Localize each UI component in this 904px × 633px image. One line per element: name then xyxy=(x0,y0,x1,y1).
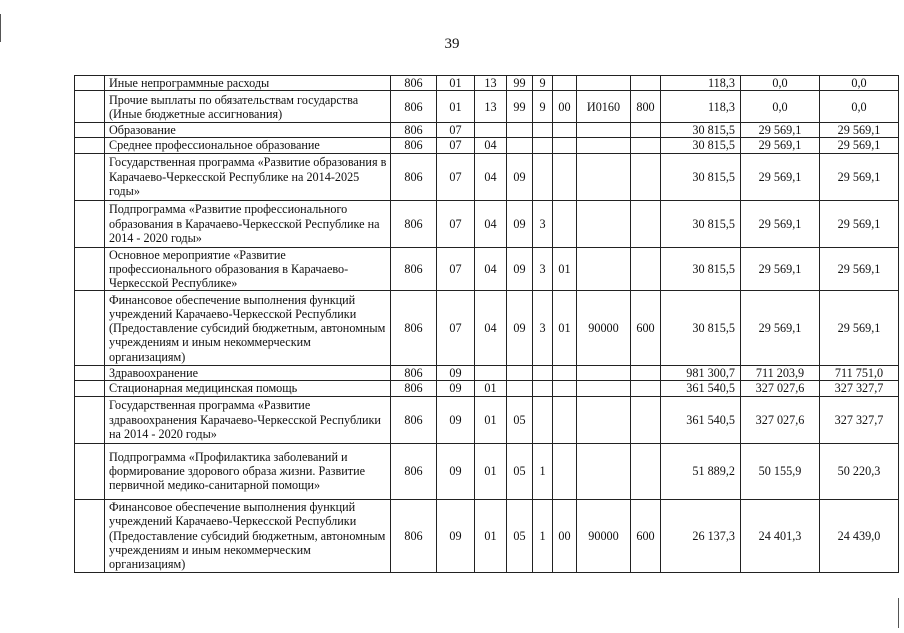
sum-year-2: 711 203,9 xyxy=(741,366,820,381)
expense-type-code xyxy=(631,366,661,381)
section-code: 09 xyxy=(437,396,475,443)
sum-year-3: 0,0 xyxy=(820,91,899,123)
table-row xyxy=(75,200,899,247)
sum-year-2: 0,0 xyxy=(741,91,820,123)
program-code: 05 xyxy=(507,499,533,572)
subprogram-code: 3 xyxy=(533,247,553,291)
subprogram-code xyxy=(533,123,553,138)
program-code: 05 xyxy=(507,443,533,499)
expense-type-code xyxy=(631,247,661,291)
sum-year-3: 29 569,1 xyxy=(820,247,899,291)
section-code: 01 xyxy=(437,76,475,91)
ministry-code: 806 xyxy=(391,153,437,200)
sum-year-3: 24 439,0 xyxy=(820,499,899,572)
sum-year-3: 327 327,7 xyxy=(820,381,899,396)
direction-code: И0160 xyxy=(577,91,631,123)
table-row xyxy=(75,291,899,366)
expense-type-code xyxy=(631,381,661,396)
ministry-code: 806 xyxy=(391,443,437,499)
expense-type-code xyxy=(631,153,661,200)
event-code: 00 xyxy=(553,91,577,123)
direction-code: 90000 xyxy=(577,291,631,366)
expense-type-code: 800 xyxy=(631,91,661,123)
section-code: 09 xyxy=(437,381,475,396)
subprogram-code: 1 xyxy=(533,443,553,499)
subsection-code: 01 xyxy=(475,499,507,572)
expense-type-code xyxy=(631,396,661,443)
subsection-code: 04 xyxy=(475,138,507,153)
sum-year-2: 29 569,1 xyxy=(741,153,820,200)
row-margin-cell xyxy=(75,138,105,153)
row-margin-cell xyxy=(75,291,105,366)
row-margin-cell xyxy=(75,443,105,499)
ministry-code: 806 xyxy=(391,499,437,572)
subsection-code: 01 xyxy=(475,381,507,396)
direction-code xyxy=(577,366,631,381)
subprogram-code: 9 xyxy=(533,76,553,91)
expense-type-code xyxy=(631,123,661,138)
section-code: 09 xyxy=(437,499,475,572)
section-code: 07 xyxy=(437,123,475,138)
ministry-code: 806 xyxy=(391,138,437,153)
ministry-code: 806 xyxy=(391,247,437,291)
direction-code xyxy=(577,76,631,91)
subprogram-code xyxy=(533,381,553,396)
table-row xyxy=(75,138,899,153)
sum-year-1: 30 815,5 xyxy=(661,291,741,366)
subprogram-code: 1 xyxy=(533,499,553,572)
row-margin-cell xyxy=(75,396,105,443)
event-code xyxy=(553,200,577,247)
direction-code: 90000 xyxy=(577,499,631,572)
row-name: Подпрограмма «Профилактика заболеваний и формирование здорового образа жизни. Развитие первичной медико-санитарной помощи» xyxy=(105,443,391,499)
sum-year-1: 361 540,5 xyxy=(661,381,741,396)
section-code: 07 xyxy=(437,247,475,291)
event-code xyxy=(553,443,577,499)
subprogram-code xyxy=(533,366,553,381)
event-code: 00 xyxy=(553,499,577,572)
subsection-code: 01 xyxy=(475,443,507,499)
subprogram-code: 9 xyxy=(533,91,553,123)
row-margin-cell xyxy=(75,499,105,572)
row-margin-cell xyxy=(75,381,105,396)
ministry-code: 806 xyxy=(391,366,437,381)
row-margin-cell xyxy=(75,91,105,123)
ministry-code: 806 xyxy=(391,381,437,396)
event-code xyxy=(553,138,577,153)
expense-type-code xyxy=(631,200,661,247)
table-row xyxy=(75,153,899,200)
sum-year-1: 30 815,5 xyxy=(661,138,741,153)
row-name: Подпрограмма «Развитие профессионального образования в Карачаево-Черкесской Республике на 2014 - 2020 годы» xyxy=(105,200,391,247)
program-code: 09 xyxy=(507,247,533,291)
program-code: 99 xyxy=(507,76,533,91)
subprogram-code: 3 xyxy=(533,291,553,366)
sum-year-2: 29 569,1 xyxy=(741,247,820,291)
row-name: Государственная программа «Развитие здравоохранения Карачаево-Черкесской Республики на 2014 - 2020 годы» xyxy=(105,396,391,443)
program-code xyxy=(507,366,533,381)
subsection-code: 04 xyxy=(475,200,507,247)
subsection-code: 04 xyxy=(475,291,507,366)
sum-year-1: 118,3 xyxy=(661,76,741,91)
ministry-code: 806 xyxy=(391,200,437,247)
direction-code xyxy=(577,200,631,247)
sum-year-1: 30 815,5 xyxy=(661,200,741,247)
event-code xyxy=(553,396,577,443)
sum-year-3: 50 220,3 xyxy=(820,443,899,499)
subprogram-code xyxy=(533,153,553,200)
section-code: 09 xyxy=(437,366,475,381)
scan-edge-mark-right xyxy=(898,598,899,628)
direction-code xyxy=(577,396,631,443)
section-code: 07 xyxy=(437,200,475,247)
program-code: 09 xyxy=(507,291,533,366)
budget-table-body xyxy=(75,76,899,573)
row-margin-cell xyxy=(75,200,105,247)
subsection-code: 04 xyxy=(475,153,507,200)
program-code: 05 xyxy=(507,396,533,443)
sum-year-2: 327 027,6 xyxy=(741,381,820,396)
program-code: 99 xyxy=(507,91,533,123)
subprogram-code: 3 xyxy=(533,200,553,247)
sum-year-2: 327 027,6 xyxy=(741,396,820,443)
row-name: Прочие выплаты по обязательствам государства (Иные бюджетные ассигнования) xyxy=(105,91,391,123)
row-margin-cell xyxy=(75,247,105,291)
subsection-code: 13 xyxy=(475,76,507,91)
direction-code xyxy=(577,381,631,396)
page-number: 39 xyxy=(444,36,460,52)
event-code: 01 xyxy=(553,291,577,366)
table-row xyxy=(75,499,899,572)
subsection-code: 01 xyxy=(475,396,507,443)
expense-type-code: 600 xyxy=(631,499,661,572)
sum-year-2: 29 569,1 xyxy=(741,291,820,366)
event-code: 01 xyxy=(553,247,577,291)
sum-year-1: 118,3 xyxy=(661,91,741,123)
table-row xyxy=(75,396,899,443)
direction-code xyxy=(577,138,631,153)
section-code: 07 xyxy=(437,291,475,366)
sum-year-2: 24 401,3 xyxy=(741,499,820,572)
budget-table xyxy=(74,75,899,573)
direction-code xyxy=(577,153,631,200)
section-code: 01 xyxy=(437,91,475,123)
subsection-code xyxy=(475,366,507,381)
subsection-code: 04 xyxy=(475,247,507,291)
direction-code xyxy=(577,123,631,138)
event-code xyxy=(553,76,577,91)
direction-code xyxy=(577,247,631,291)
event-code xyxy=(553,366,577,381)
row-name: Иные непрограммные расходы xyxy=(105,76,391,91)
sum-year-1: 30 815,5 xyxy=(661,247,741,291)
ministry-code: 806 xyxy=(391,76,437,91)
table-row xyxy=(75,366,899,381)
expense-type-code xyxy=(631,138,661,153)
sum-year-1: 30 815,5 xyxy=(661,153,741,200)
program-code: 09 xyxy=(507,153,533,200)
expense-type-code xyxy=(631,443,661,499)
table-row xyxy=(75,91,899,123)
row-margin-cell xyxy=(75,153,105,200)
subsection-code: 13 xyxy=(475,91,507,123)
table-row xyxy=(75,381,899,396)
row-name: Основное мероприятие «Развитие профессионального образования в Карачаево-Черкесской Республике» xyxy=(105,247,391,291)
sum-year-3: 327 327,7 xyxy=(820,396,899,443)
expense-type-code: 600 xyxy=(631,291,661,366)
program-code xyxy=(507,138,533,153)
sum-year-1: 981 300,7 xyxy=(661,366,741,381)
row-name: Здравоохранение xyxy=(105,366,391,381)
section-code: 09 xyxy=(437,443,475,499)
ministry-code: 806 xyxy=(391,123,437,138)
ministry-code: 806 xyxy=(391,91,437,123)
sum-year-3: 29 569,1 xyxy=(820,153,899,200)
section-code: 07 xyxy=(437,153,475,200)
sum-year-1: 51 889,2 xyxy=(661,443,741,499)
table-row xyxy=(75,247,899,291)
row-name: Среднее профессиональное образование xyxy=(105,138,391,153)
sum-year-2: 0,0 xyxy=(741,76,820,91)
event-code xyxy=(553,123,577,138)
direction-code xyxy=(577,443,631,499)
ministry-code: 806 xyxy=(391,396,437,443)
table-row xyxy=(75,76,899,91)
event-code xyxy=(553,153,577,200)
program-code xyxy=(507,381,533,396)
sum-year-3: 29 569,1 xyxy=(820,291,899,366)
sum-year-2: 29 569,1 xyxy=(741,138,820,153)
sum-year-3: 0,0 xyxy=(820,76,899,91)
sum-year-3: 29 569,1 xyxy=(820,138,899,153)
sum-year-3: 711 751,0 xyxy=(820,366,899,381)
ministry-code: 806 xyxy=(391,291,437,366)
section-code: 07 xyxy=(437,138,475,153)
sum-year-3: 29 569,1 xyxy=(820,123,899,138)
row-name: Государственная программа «Развитие образования в Карачаево-Черкесской Республике на 2014-2025 годы» xyxy=(105,153,391,200)
subsection-code xyxy=(475,123,507,138)
table-row xyxy=(75,443,899,499)
row-margin-cell xyxy=(75,366,105,381)
sum-year-3: 29 569,1 xyxy=(820,200,899,247)
row-name: Образование xyxy=(105,123,391,138)
sum-year-1: 361 540,5 xyxy=(661,396,741,443)
sum-year-1: 30 815,5 xyxy=(661,123,741,138)
row-name: Финансовое обеспечение выполнения функций учреждений Карачаево-Черкесской Республики (Предоставление субсидий бюджетным, автономным учреждениям и иным некоммерческим организациям) xyxy=(105,291,391,366)
event-code xyxy=(553,381,577,396)
row-margin-cell xyxy=(75,76,105,91)
sum-year-1: 26 137,3 xyxy=(661,499,741,572)
sum-year-2: 29 569,1 xyxy=(741,123,820,138)
program-code xyxy=(507,123,533,138)
sum-year-2: 29 569,1 xyxy=(741,200,820,247)
expense-type-code xyxy=(631,76,661,91)
table-row xyxy=(75,123,899,138)
row-margin-cell xyxy=(75,123,105,138)
row-name: Финансовое обеспечение выполнения функций учреждений Карачаево-Черкесской Республики (Предоставление субсидий бюджетным, автономным учреждениям и иным некоммерческим организациям) xyxy=(105,499,391,572)
subprogram-code xyxy=(533,138,553,153)
row-name: Стационарная медицинская помощь xyxy=(105,381,391,396)
program-code: 09 xyxy=(507,200,533,247)
subprogram-code xyxy=(533,396,553,443)
sum-year-2: 50 155,9 xyxy=(741,443,820,499)
